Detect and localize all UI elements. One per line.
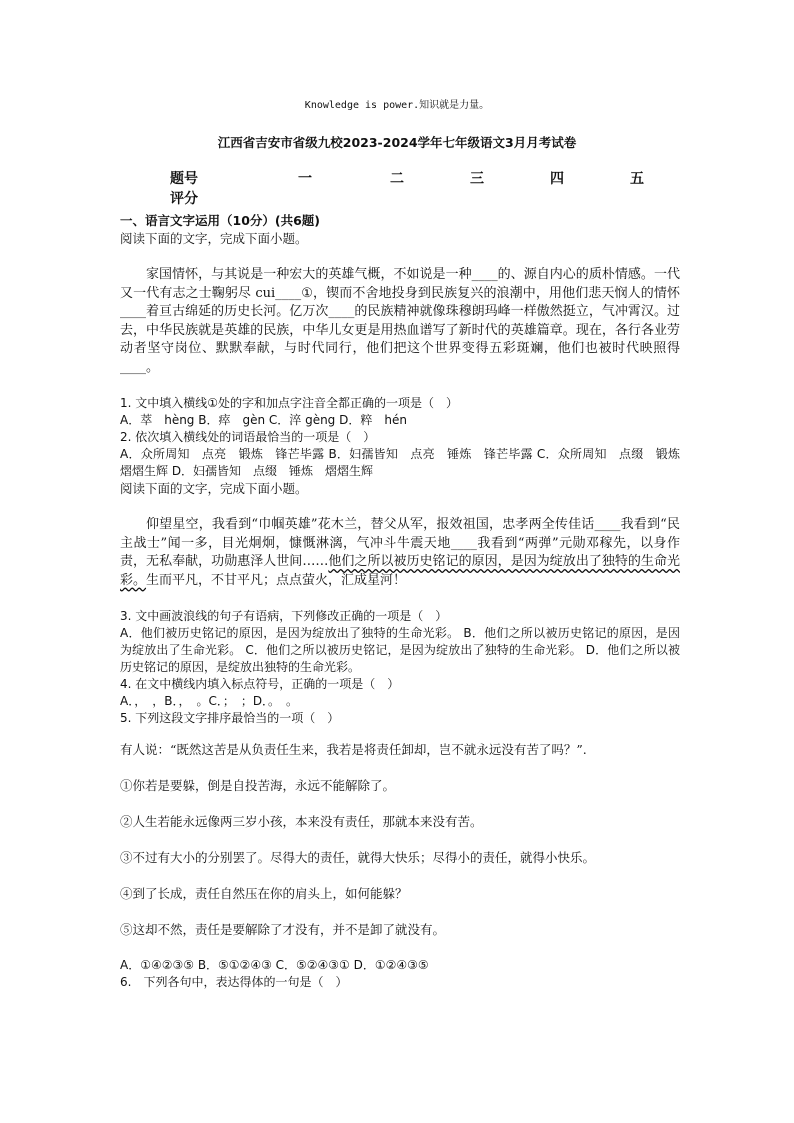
question-4-options: A．， ，B．， 。C．； ；D．。 。: [120, 694, 299, 708]
wavy-underlined-sentence: 他们之所以被历史铭记的原因，是因为绽放出了独特的生命光彩。: [120, 554, 680, 588]
score-row-label: 评分: [170, 191, 198, 207]
question-5-item: ⑤这却不然，责任是要解除了才没有，并不是卸了就没有。: [120, 922, 446, 937]
question-1: 1. 文中填入横线①处的字和加点字注音全都正确的一项是（ ）: [120, 396, 459, 410]
question-5-item: ④到了长成，责任自然压在你的肩头上，如何能躲？: [120, 886, 408, 901]
score-value-row: [170, 188, 680, 208]
score-cell-label: 题号: [170, 171, 198, 187]
question-2-options: A．众所周知 点亮 锻炼 锋芒毕露 B．妇孺皆知 点亮 锤炼 锋芒毕露 C．众所周知 点缀 锻炼 熠熠生辉 D．妇孺皆知 点缀 锤炼 熠熠生辉: [120, 447, 693, 478]
question-4: 4. 在文中横线内填入标点符号，正确的一项是（ ）: [120, 677, 400, 691]
score-cell-1: 一: [298, 171, 312, 187]
question-6: 6. 下列各句中，表达得体的一句是（ ）: [120, 975, 348, 989]
score-cell-3: 三: [470, 171, 484, 187]
instruction: 阅读下面的文字，完成下面小题。: [120, 481, 308, 496]
question-1-options: A．萃 hèng B．瘁 gèn C．淬 gèng D．粹 hén: [120, 413, 407, 427]
question-5-options: A．①④②③⑤ B．⑤①②④③ C．⑤②④③① D．①②④③⑤: [120, 958, 429, 972]
passage-text: 仰望星空，我看到“巾帼英雄”花木兰，替父从军，报效祖国，忠孝两全传佳话____我看到“民主战士”闻一多，目光炯炯，慷慨淋漓，气冲斗牛震天地____我看到“两弹”元勋邓稼先，以身作责，无私奉献，功勋惠泽人世间……: [120, 517, 680, 569]
question-5-item: ③不过有大小的分别罢了。尽得大的责任，就得大快乐；尽得小的责任，就得小快乐。: [120, 850, 596, 865]
instruction: 阅读下面的文字，完成下面小题。: [120, 231, 308, 246]
question-5-lead: 有人说：“既然这苦是从负责任生来，我若是将责任卸却，岂不就永远没有苦了吗？”.: [120, 742, 587, 757]
score-header-row: [170, 168, 680, 188]
question-5-item: ①你若是要躲，倒是自投苦海，永远不能解除了。: [120, 778, 396, 793]
passage-text: 生而平凡，不甘平凡；点点萤火，汇成星河！: [146, 572, 407, 588]
exam-content: [120, 212, 693, 991]
score-cell-4: 四: [550, 171, 564, 187]
question-3: 3. 文中画波浪线的句子有语病，下列修改正确的一项是（ ）: [120, 609, 448, 623]
score-table: [170, 168, 680, 208]
exam-title: 江西省吉安市省级九校2023-2024学年七年级语文3月月考试卷: [217, 135, 577, 150]
question-3-options: A．他们被历史铭记的原因，是因为绽放出了独特的生命光彩。 B．他们之所以被历史铭记的原因，是因为绽放出了生命光彩。 C．他们之所以被历史铭记，是因为绽放出了独特的生命光彩。 D．他们之所以被历史铭记的原因，是绽放出独特的生命光彩。: [120, 626, 680, 674]
question-5-item: ②人生若能永远像两三岁小孩，本来没有责任，那就本来没有苦。: [120, 814, 483, 829]
question-2: 2. 依次填入横线处的词语最恰当的一项是（ ）: [120, 430, 376, 444]
section-heading: 一、语言文字运用（10分）(共6题): [120, 213, 321, 228]
score-cell-2: 二: [390, 171, 404, 187]
score-cell-5: 五: [630, 171, 644, 187]
header-note: Knowledge is power.知识就是力量。: [304, 100, 490, 111]
passage-paragraph: [120, 516, 680, 590]
passage-paragraph: 家国情怀，与其说是一种宏大的英雄气概，不如说是一种____的、源自内心的质朴情感。一代又一代有志之士鞠躬尽 cui____①，锲而不舍地投身到民族复兴的浪潮中，用他们悲天悯人的情怀____着亘古绵延的历史长河。亿万次____的民族精神就像珠穆朗玛峰一样傲然挺立，气冲霄汉。过去，中华民族就是英雄的民族，中华儿女更是用热血谱写了新时代的英雄篇章。现在，各行各业劳动者坚守岗位、默默奉献，与时代同行，他们把这个世界变得五彩斑斓，他们也被时代映照得____。: [120, 267, 680, 375]
question-5: 5. 下列这段文字排序最恰当的一项（ ）: [120, 711, 340, 725]
